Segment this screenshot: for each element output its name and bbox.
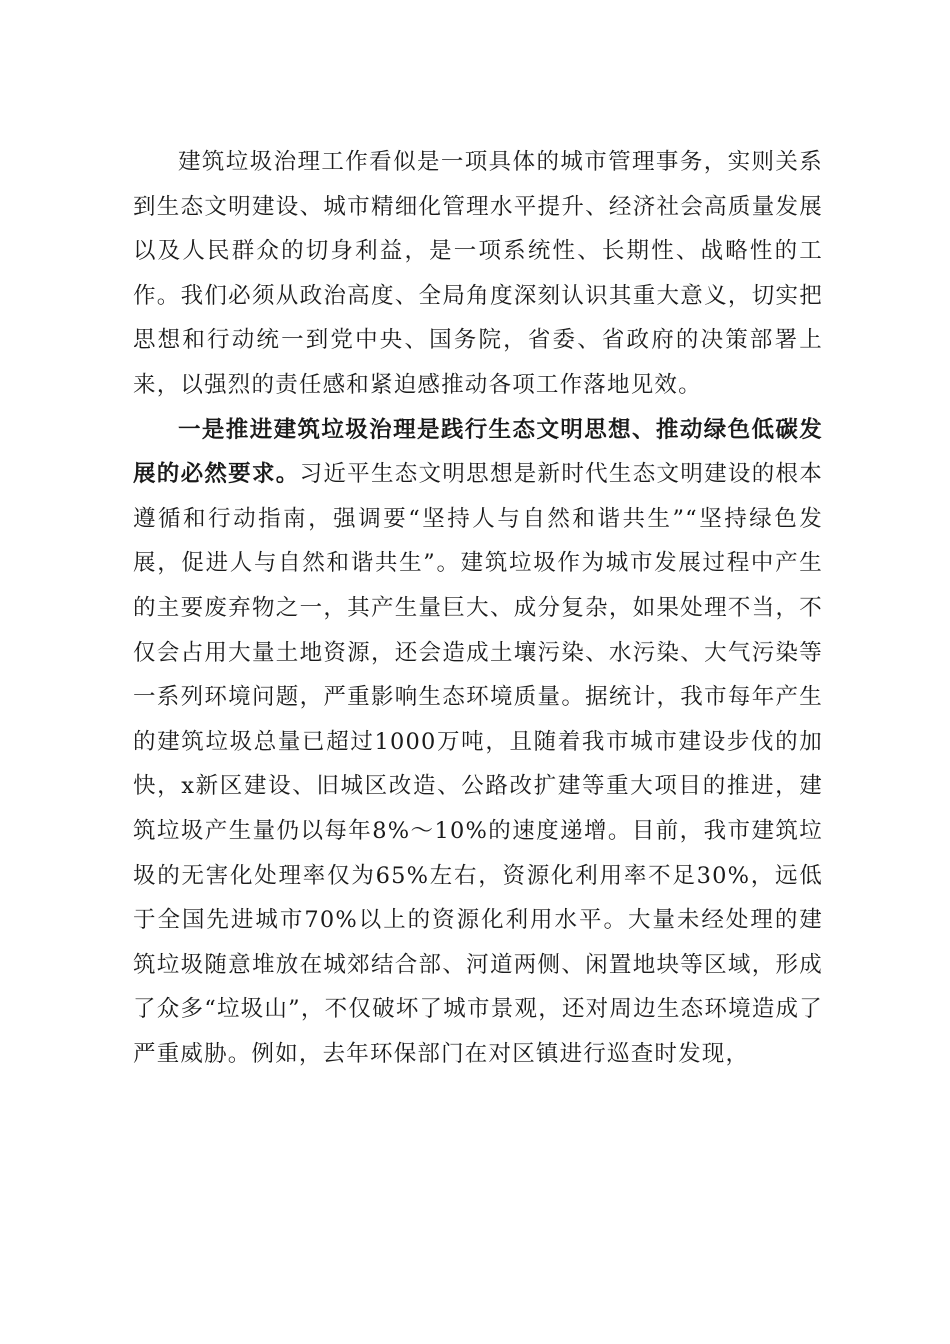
paragraph-2-lead: 一是推进建筑垃圾治理是践行生态文明思想、推动绿色低碳发展的必然要求。 (133, 416, 823, 488)
paragraph-2 (133, 408, 823, 1077)
paragraph-1 (133, 140, 823, 408)
paragraph-2-text: 习近平生态文明思想是新时代生态文明建设的根本遵循和行动指南，强调要“坚持人与自然和谐共生”“坚持绿色发展，促进人与自然和谐共生”。建筑垃圾作为城市发展过程中产生的主要废弃物之一，其产生量巨大、成分复杂，如果处理不当，不仅会占用大量土地资源，还会造成土壤污染、水污染、大气污染等一系列环境问题，严重影响生态环境质量。据统计，我市每年产生的建筑垃圾总量已超过1000万吨，且随着我市城市建设步伐的加快，x新区建设、旧城区改造、公路改扩建等重大项目的推进，建筑垃圾产生量仍以每年8%～10%的速度递增。目前，我市建筑垃圾的无害化处理率仅为65%左右，资源化利用率不足30%，远低于全国先进城市70%以上的资源化利用水平。大量未经处理的建筑垃圾随意堆放在城郊结合部、河道两侧、闲置地块等区域，形成了众多“垃圾山”，不仅破坏了城市景观，还对周边生态环境造成了严重威胁。例如，去年环保部门在对区镇进行巡查时发现， (133, 461, 823, 1067)
document-body (133, 140, 823, 1076)
paragraph-1-text: 建筑垃圾治理工作看似是一项具体的城市管理事务，实则关系到生态文明建设、城市精细化管理水平提升、经济社会高质量发展以及人民群众的切身利益，是一项系统性、长期性、战略性的工作。我们必须从政治高度、全局角度深刻认识其重大意义，切实把思想和行动统一到党中央、国务院，省委、省政府的决策部署上来，以强烈的责任感和紧迫感推动各项工作落地见效。 (133, 149, 823, 398)
